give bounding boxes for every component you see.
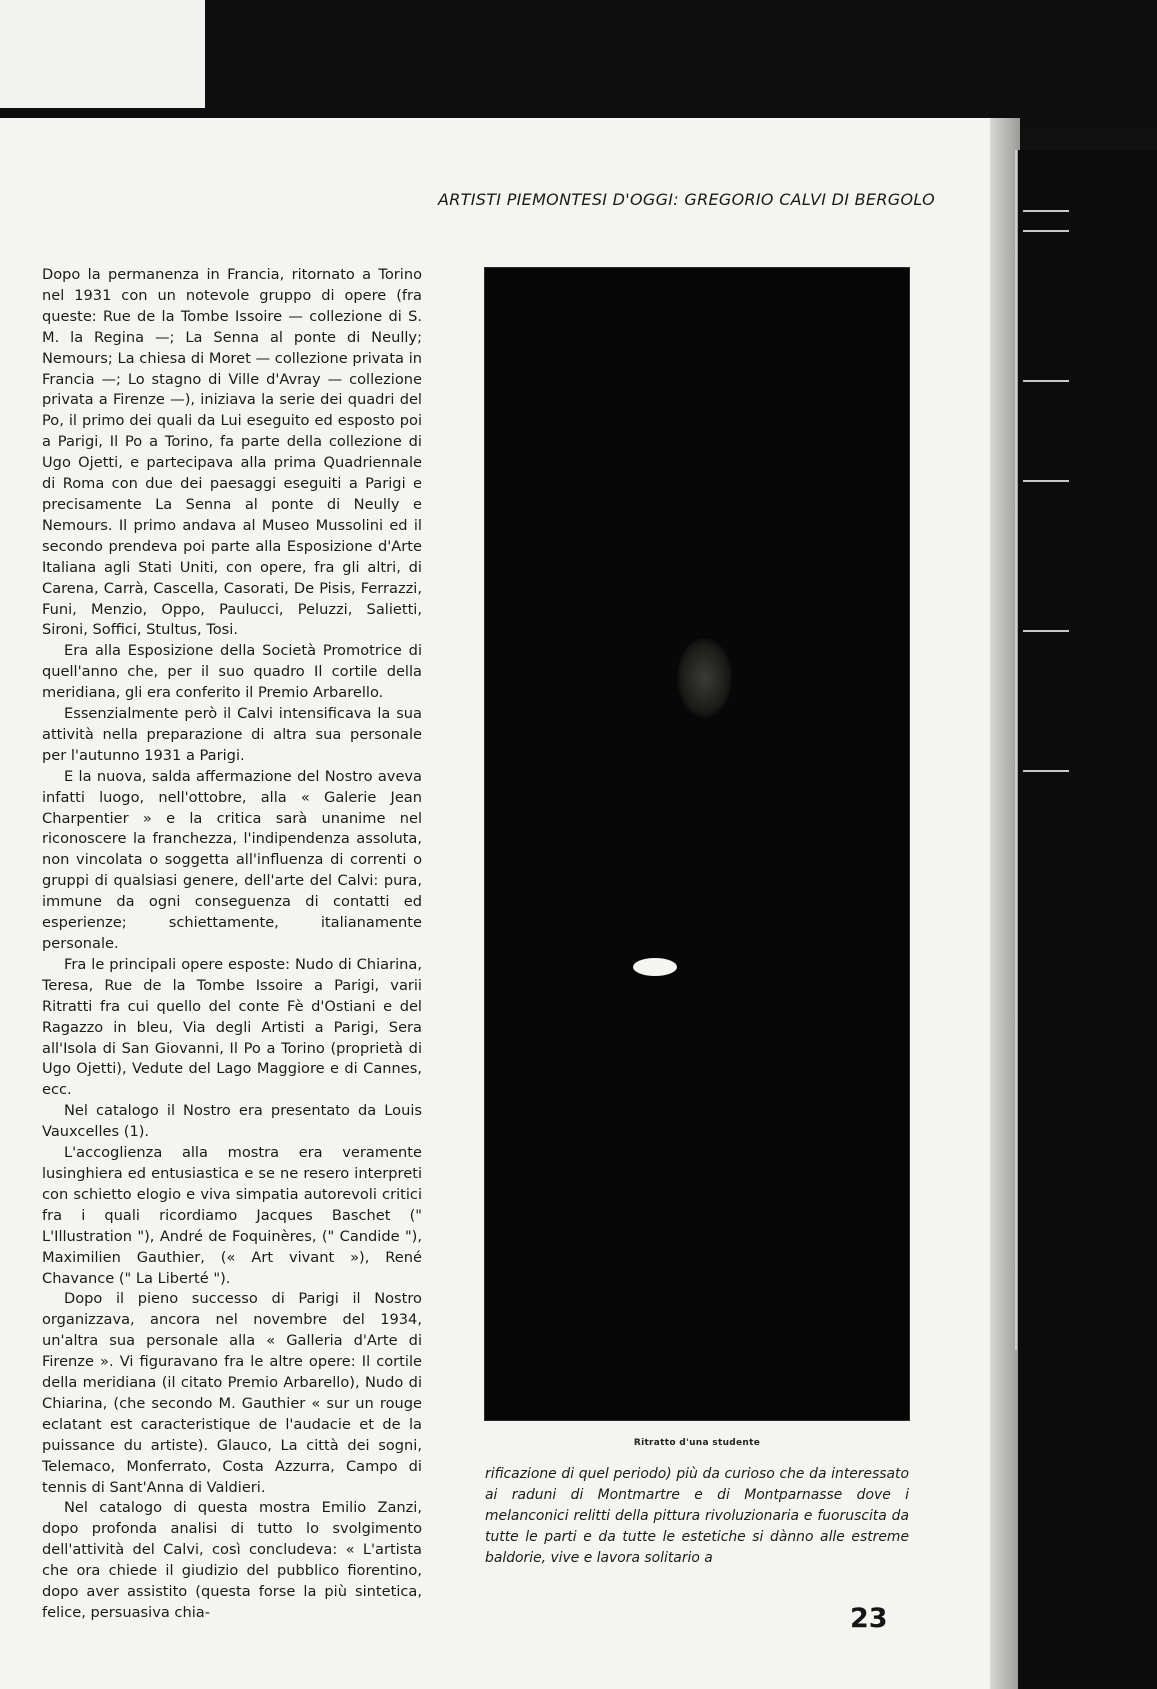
- body-column-right: rificazione di quel periodo) più da curioso che da interessato ai raduni di Montmartre e di Montparnasse dove i melanconici relitti della pittura rivoluzionaria e fuoruscita da tutte le parti e da tutte le estetiche si dànno alle estreme baldorie, vive e lavora solitario a: [485, 1466, 909, 1566]
- paragraph: Dopo il pieno successo di Parigi il Nostro organizzava, ancora nel novembre del 1934, un'altra sua personale alla « Galleria d'Arte di Firenze ». Vi figuravano fra le altre opere: Il cortile della meridiana (il citato Premio Arbarello), Nudo di Chiarina, (che secondo M. Gauthier « sur un rouge eclatant est caracteristique de l'audacie et de la puissance du artiste). Glauco, La città dei sogni, Telemaco, Monferrato, Costa Azzurra, Campo di tennis di Sant'Anna di Valdieri.: [42, 1290, 422, 1496]
- running-head: ARTISTI PIEMONTESI D'OGGI: GREGORIO CALVI DI BERGOLO: [438, 190, 935, 209]
- portrait-highlight: [633, 958, 677, 976]
- paragraph: Era alla Esposizione della Società Promotrice di quell'anno che, per il suo quadro Il cortile della meridiana, gli era conferito il Premio Arbarello.: [42, 642, 422, 702]
- portrait-photo: [485, 268, 909, 1420]
- paragraph: Fra le principali opere esposte: Nudo di Chiarina, Teresa, Rue de la Tombe Issoire a Parigi, varii Ritratti fra cui quello del conte Fè d'Ostiani e del Ragazzo in bleu, Via degli Artisti a Parigi, Sera all'Isola di San Giovanni, Il Po a Torino (proprietà di Ugo Ojetti), Vedute del Lago Maggiore e di Cannes, ecc.: [42, 955, 422, 1099]
- edge-mark: [1023, 380, 1069, 382]
- edge-mark: [1023, 210, 1069, 212]
- paragraph: Essenzialmente però il Calvi intensificava la sua attività nella preparazione di altra sua personale per l'autunno 1931 a Parigi.: [42, 705, 422, 764]
- paragraph: Dopo la permanenza in Francia, ritornato a Torino nel 1931 con un notevole gruppo di opere (fra queste: Rue de la Tombe Issoire — collezione di S. M. la Regina —; La Senna al ponte di Neully; Nemours; La chiesa di Moret — collezione privata in Francia —; Lo stagno di Ville d'Avray — collezione privata a Firenze —), iniziava la serie dei quadri del Po, il primo dei quali da Lui eseguito ed esposto poi a Parigi, Il Po a Torino, fa parte della collezione di Ugo Ojetti, e partecipava alla prima Quadriennale di Roma con due dei paesaggi eseguiti a Parigi e precisamente La Senna al ponte di Neully e Nemours. Il primo andava al Museo Mussolini ed il secondo prendeva poi parte alla Esposizione d'Arte Italiana agli Stati Uniti, con opere, fra gli altri, di Carena, Carrà, Cascella, Casorati, De Pisis, Ferrazzi, Funi, Menzio, Oppo, Paulucci, Peluzzi, Salietti, Sironi, Soffici, Stultus, Tosi.: [42, 266, 422, 639]
- paragraph: L'accoglienza alla mostra era veramente lusinghiera ed entusiastica e se ne resero interpreti con schietto elogio e viva simpatia autorevoli critici fra i quali ricordiamo Jacques Baschet (" L'Illustration "), André de Foquinères, (" Candide "), Maximilien Gauthier, (« Art vivant »), René Chavance (" La Liberté ").: [42, 1144, 422, 1287]
- photo-caption: Ritratto d'una studente: [633, 1438, 761, 1448]
- edge-mark: [1023, 630, 1069, 632]
- next-page-edge: [1015, 150, 1072, 1350]
- portrait-face: [677, 638, 732, 718]
- top-left-light-area: [0, 0, 205, 108]
- edge-mark: [1023, 230, 1069, 232]
- paragraph: Nel catalogo di questa mostra Emilio Zanzi, dopo profonda analisi di tutto lo svolgimento dell'attività del Calvi, così concludeva: « L'artista che ora chiede il giudizio del pubblico fiorentino, dopo aver assistito (questa forse la più sintetica, felice, persuasiva chia-: [42, 1499, 422, 1621]
- edge-mark: [1023, 480, 1069, 482]
- edge-mark: [1023, 770, 1069, 772]
- paragraph: Nel catalogo il Nostro era presentato da Louis Vauxcelles (1).: [42, 1102, 422, 1141]
- body-column-left: [42, 265, 422, 1624]
- paragraph: E la nuova, salda affermazione del Nostro aveva infatti luogo, nell'ottobre, alla « Galerie Jean Charpentier » e la critica sarà unanime nel riconoscere la franchezza, l'indipendenza assoluta, non vincolata o soggetta all'influenza di correnti o gruppi di qualsiasi genere, dell'arte del Calvi: pura, immune da ogni conseguenza di contatti ed esperienze; schiettamente, italianamente personale.: [42, 767, 422, 952]
- page-number: 23: [850, 1603, 888, 1634]
